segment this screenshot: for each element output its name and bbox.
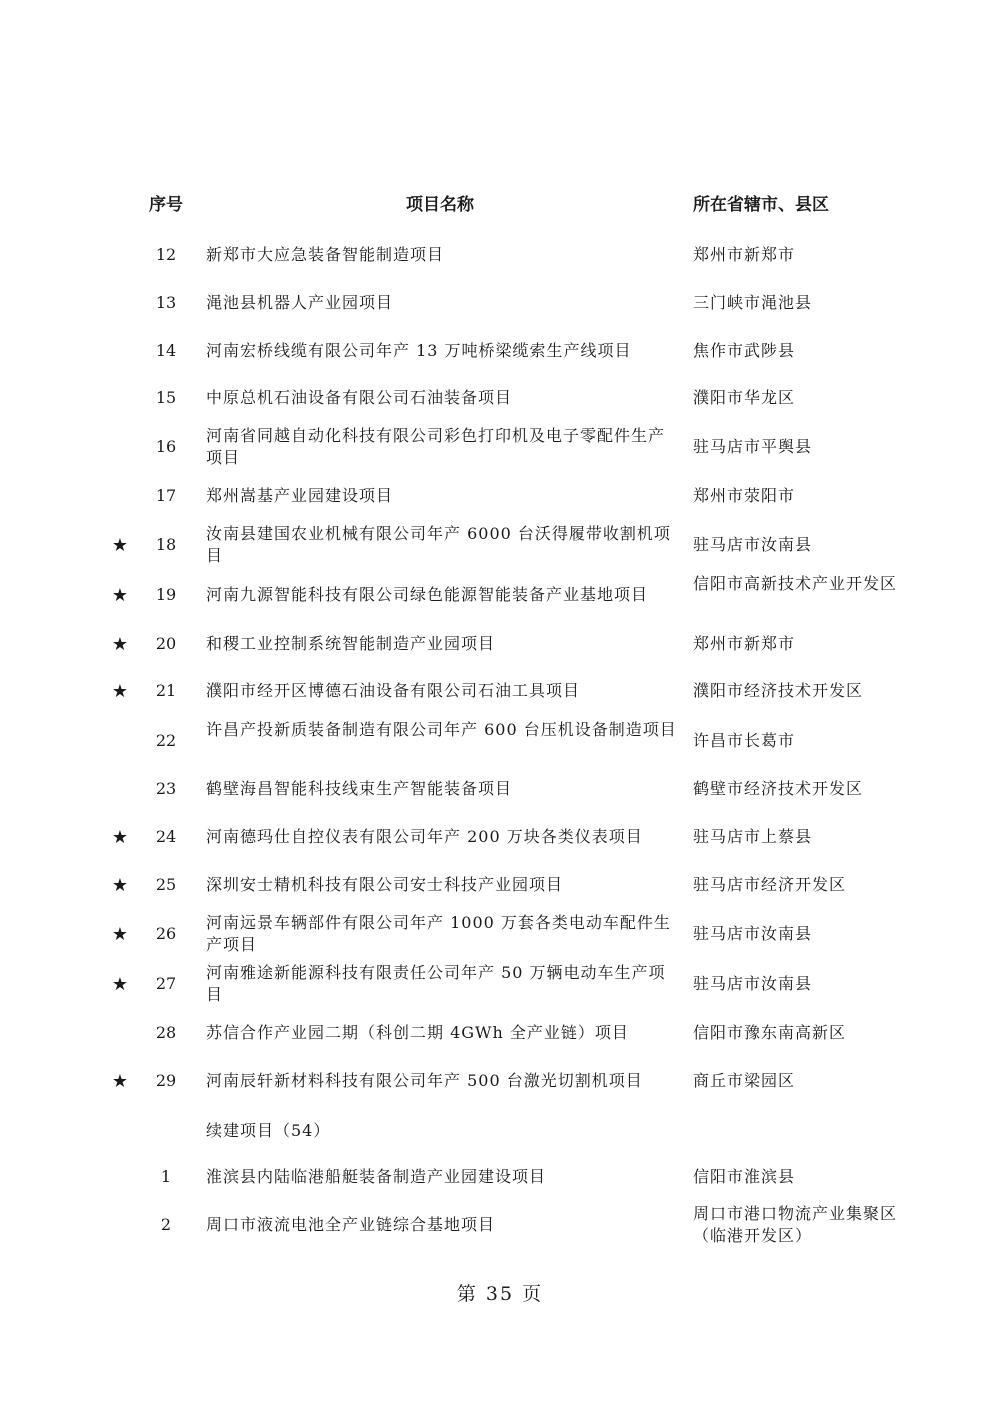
- row-number: 27: [155, 974, 177, 993]
- star-mark-icon: ★: [111, 924, 129, 945]
- region: 驻马店市平舆县: [693, 437, 813, 456]
- project-name: 濮阳市经开区博德石油设备有限公司石油工具项目: [206, 681, 581, 700]
- table-row: [0, 1201, 1000, 1249]
- region: 许昌市长葛市: [693, 731, 796, 750]
- table-row: [0, 327, 1000, 375]
- project-name: 渑池县机器人产业园项目: [206, 293, 394, 312]
- project-name: 新郑市大应急装备智能制造项目: [206, 245, 445, 264]
- table-row: [0, 717, 1000, 765]
- project-name: 河南九源智能科技有限公司绿色能源智能装备产业基地项目: [206, 585, 649, 604]
- project-name: 和稷工业控制系统智能制造产业园项目: [206, 634, 496, 653]
- header-region: 所在省辖市、县区: [693, 195, 829, 215]
- row-number: 12: [155, 245, 177, 264]
- table-row: [0, 571, 1000, 619]
- table-row: [0, 279, 1000, 327]
- header-number: 序号: [149, 195, 183, 215]
- row-number: 22: [155, 731, 177, 750]
- table-header: [0, 186, 1000, 218]
- region: 周口市港口物流产业集聚区（临港开发区）: [693, 1204, 898, 1245]
- table-row: [0, 374, 1000, 422]
- section-label-continued-projects: 续建项目（54）: [206, 1121, 331, 1140]
- star-mark-icon: ★: [111, 974, 129, 995]
- table-row: [0, 1057, 1000, 1105]
- star-mark-icon: ★: [111, 681, 129, 702]
- region: 郑州市新郑市: [693, 245, 796, 264]
- row-number: 23: [155, 779, 177, 798]
- region: 郑州市荥阳市: [693, 486, 796, 505]
- region: 三门峡市渑池县: [693, 293, 813, 312]
- row-number: 16: [155, 437, 177, 456]
- project-name: 河南宏桥线缆有限公司年产 13 万吨桥梁缆索生产线项目: [206, 341, 632, 360]
- table-row: [0, 472, 1000, 520]
- row-number: 24: [155, 827, 177, 846]
- project-name: 周口市液流电池全产业链综合基地项目: [206, 1215, 496, 1234]
- table-row: [0, 423, 1000, 471]
- project-name: 汝南县建国农业机械有限公司年产 6000 台沃得履带收割机项目: [206, 524, 671, 565]
- project-name: 河南远景车辆部件有限公司年产 1000 万套各类电动车配件生产项目: [206, 913, 671, 954]
- star-mark-icon: ★: [111, 827, 129, 848]
- project-name: 中原总机石油设备有限公司石油装备项目: [206, 388, 513, 407]
- row-number: 13: [155, 293, 177, 312]
- star-mark-icon: ★: [111, 585, 129, 606]
- table-row: [0, 813, 1000, 861]
- row-number: 21: [155, 681, 177, 700]
- project-name: 鹤壁海昌智能科技线束生产智能装备项目: [206, 779, 513, 798]
- table-row: [0, 521, 1000, 569]
- project-name: 深圳安士精机科技有限公司安士科技产业园项目: [206, 875, 564, 894]
- region: 驻马店市汝南县: [693, 974, 813, 993]
- table-row: [0, 910, 1000, 958]
- region: 濮阳市华龙区: [693, 388, 796, 407]
- region: 驻马店市上蔡县: [693, 827, 813, 846]
- region: 商丘市梁园区: [693, 1071, 796, 1090]
- region: 焦作市武陟县: [693, 341, 796, 360]
- project-name: 淮滨县内陆临港船艇装备制造产业园建设项目: [206, 1167, 547, 1186]
- project-name: 河南德玛仕自控仪表有限公司年产 200 万块各类仪表项目: [206, 827, 643, 846]
- region: 郑州市新郑市: [693, 634, 796, 653]
- region: 濮阳市经济技术开发区: [693, 681, 864, 700]
- region: 信阳市豫东南高新区: [693, 1023, 847, 1042]
- row-number: 14: [155, 341, 177, 360]
- row-number: 20: [155, 634, 177, 653]
- region: 驻马店市经济开发区: [693, 875, 847, 894]
- row-number: 26: [155, 924, 177, 943]
- project-name: 郑州嵩基产业园建设项目: [206, 486, 394, 505]
- region: 信阳市高新技术产业开发区: [693, 574, 898, 593]
- project-name: 苏信合作产业园二期（科创二期 4GWh 全产业链）项目: [206, 1023, 629, 1042]
- region: 驻马店市汝南县: [693, 535, 813, 554]
- header-project-name: 项目名称: [406, 195, 474, 215]
- region: 鹤壁市经济技术开发区: [693, 779, 864, 798]
- project-name: 河南辰轩新材料科技有限公司年产 500 台激光切割机项目: [206, 1071, 643, 1090]
- row-number: 25: [155, 875, 177, 894]
- table-row: [0, 861, 1000, 909]
- project-name: 河南雅途新能源科技有限责任公司年产 50 万辆电动车生产项目: [206, 963, 666, 1004]
- star-mark-icon: ★: [111, 1071, 129, 1092]
- star-mark-icon: ★: [111, 875, 129, 896]
- row-number: 15: [155, 388, 177, 407]
- row-number: 18: [155, 535, 177, 554]
- table-row: [0, 1009, 1000, 1057]
- row-number: 1: [160, 1167, 172, 1186]
- row-number: 28: [155, 1023, 177, 1042]
- table-row: [0, 1153, 1000, 1201]
- table-row: [0, 960, 1000, 1008]
- project-name: 许昌产投新质装备制造有限公司年产 600 台压机设备制造项目: [206, 720, 677, 739]
- star-mark-icon: ★: [111, 535, 129, 556]
- row-number: 17: [155, 486, 177, 505]
- page-number: 第 35 页: [456, 1283, 544, 1305]
- region: 驻马店市汝南县: [693, 924, 813, 943]
- row-number: 19: [155, 585, 177, 604]
- project-name: 河南省同越自动化科技有限公司彩色打印机及电子零配件生产项目: [206, 426, 666, 467]
- table-row: [0, 667, 1000, 715]
- star-mark-icon: ★: [111, 634, 129, 655]
- table-row: [0, 231, 1000, 279]
- row-number: 29: [155, 1071, 177, 1090]
- region: 信阳市淮滨县: [693, 1167, 796, 1186]
- table-row: [0, 765, 1000, 813]
- table-row: [0, 620, 1000, 668]
- row-number: 2: [160, 1215, 172, 1234]
